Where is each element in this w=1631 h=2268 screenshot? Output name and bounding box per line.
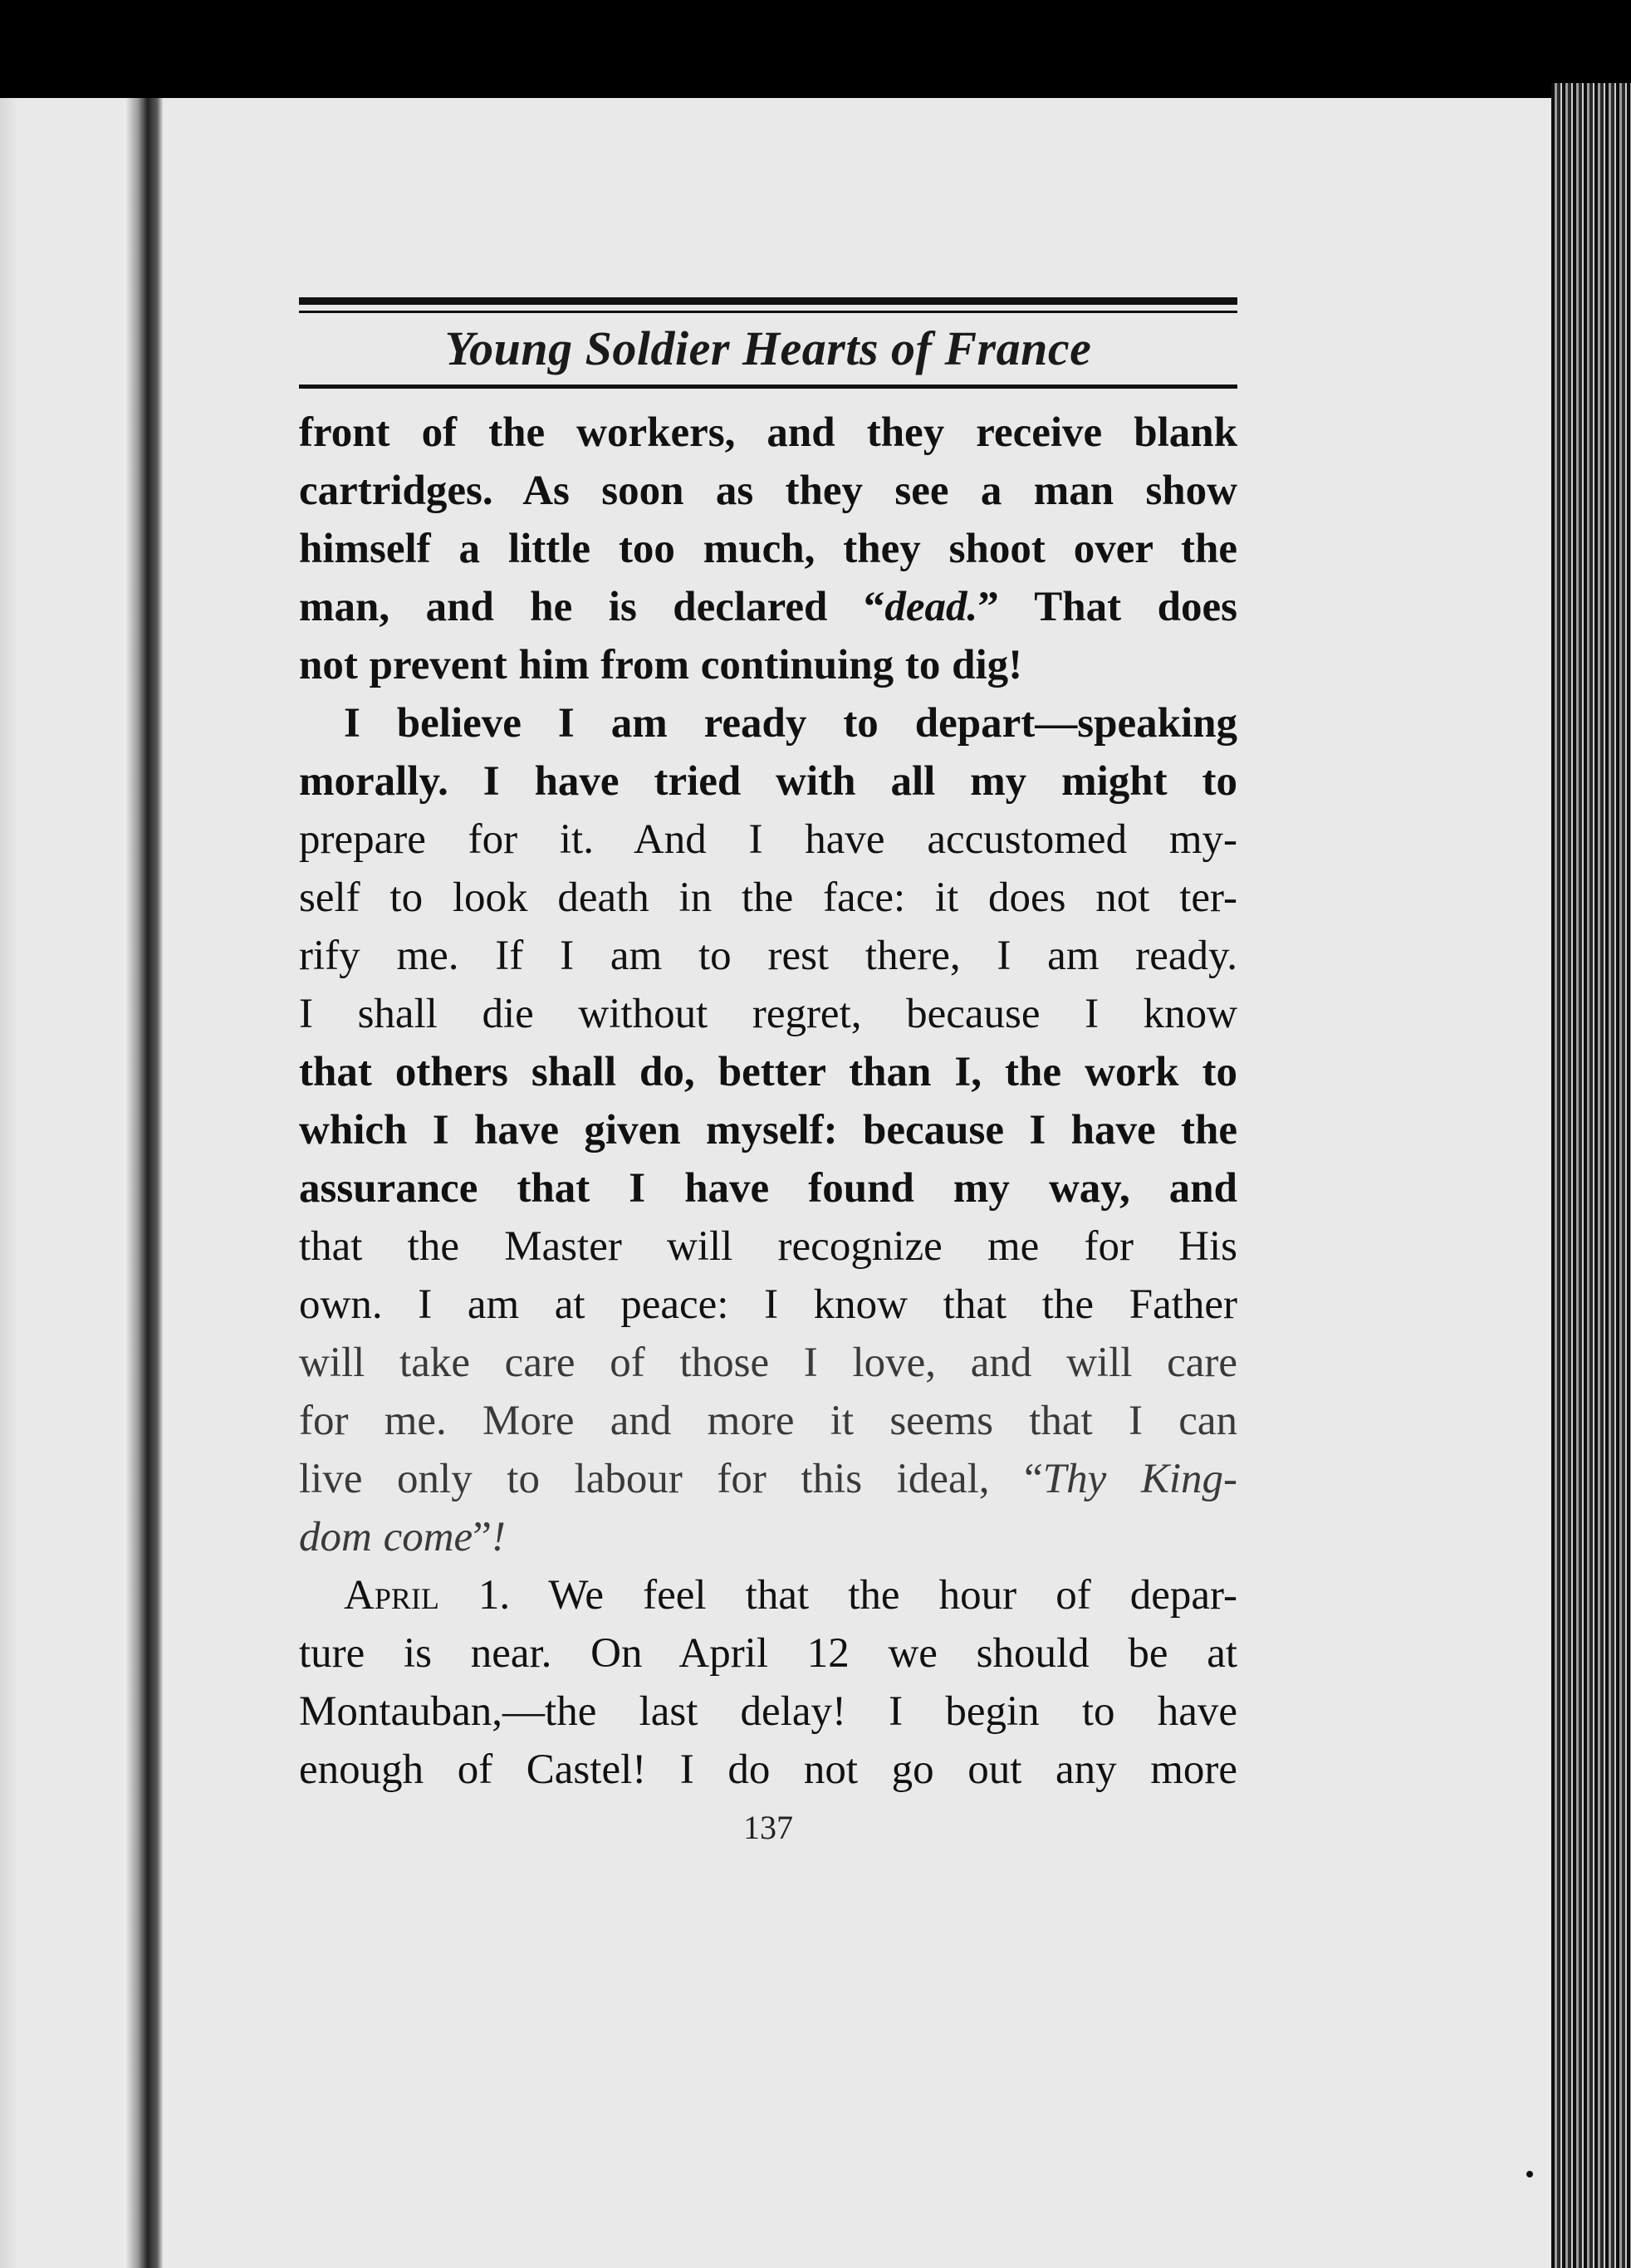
- text-line: assurance that I have found my way, and: [299, 1165, 1237, 1212]
- text-line: own. I am at peace: I know that the Father: [299, 1281, 1237, 1328]
- page-number: 137: [743, 1809, 793, 1846]
- text-line: I shall die without regret, because I know: [299, 991, 1237, 1037]
- page-content: [299, 297, 1237, 1849]
- text-line: [299, 578, 1237, 636]
- text-line: self to look death in the face: it does not ter-: [299, 874, 1237, 921]
- text-line: prepare for it. And I have accustomed my-: [299, 816, 1237, 863]
- text-segment: man, and he is declared: [299, 584, 864, 630]
- running-head: Young Soldier Hearts of France: [444, 321, 1092, 375]
- text-line: Montauban,—the last delay! I begin to have: [299, 1688, 1237, 1735]
- text-line: that the Master will recognize me for His: [299, 1223, 1237, 1270]
- text-segment: That does: [998, 584, 1237, 630]
- text-line: ture is near. On April 12 we should be at: [299, 1630, 1237, 1677]
- italic-punctuation: !: [491, 1514, 506, 1560]
- text-line: will take care of those I love, and will care: [299, 1340, 1237, 1386]
- italic-word: dead.: [884, 584, 978, 630]
- text-line: [299, 1566, 1237, 1624]
- text-line: [299, 1450, 1237, 1508]
- text-line: not prevent him from continuing to dig!: [299, 642, 1023, 688]
- text-segment: live only to labour for this ideal,: [299, 1456, 1025, 1502]
- paragraph-3: [299, 1566, 1237, 1799]
- text-line: [299, 1508, 1237, 1566]
- text-line: which I have given myself: because I have the: [299, 1107, 1237, 1154]
- page-edges: [1551, 83, 1631, 2268]
- book-gutter: [125, 98, 163, 2268]
- text-line: that others shall do, better than I, the work to: [299, 1049, 1237, 1095]
- close-quote: ”: [977, 584, 999, 630]
- text-segment: 1. We feel that the hour of depar-: [438, 1572, 1237, 1619]
- close-quote: ”: [473, 1514, 492, 1560]
- header-rule-bottom: [299, 385, 1237, 389]
- text-line: morally. I have tried with all my might to: [299, 758, 1237, 805]
- date-label: April: [344, 1572, 439, 1619]
- text-line: rify me. If I am to rest there, I am ready.: [299, 933, 1237, 979]
- text-line: I believe I am ready to depart—speaking: [344, 700, 1237, 747]
- italic-phrase: Thy King-: [1042, 1456, 1237, 1502]
- text-line: for me. More and more it seems that I can: [299, 1398, 1237, 1444]
- text-line: cartridges. As soon as they see a man show: [299, 468, 1237, 514]
- left-page-edge: [0, 98, 17, 2268]
- open-quote: “: [863, 584, 885, 630]
- text-line: enough of Castel! I do not go out any more: [299, 1746, 1237, 1793]
- header-rule-top: [299, 297, 1237, 305]
- paragraph-2: [299, 694, 1237, 1566]
- scan-speck: [1526, 2171, 1533, 2177]
- paragraph-1: [299, 404, 1237, 694]
- text-line: front of the workers, and they receive blank: [299, 409, 1237, 456]
- open-quote: “: [1024, 1456, 1043, 1502]
- text-line: himself a little too much, they shoot over the: [299, 526, 1237, 572]
- header-rule-second: [299, 311, 1237, 313]
- italic-phrase: dom come: [299, 1514, 473, 1560]
